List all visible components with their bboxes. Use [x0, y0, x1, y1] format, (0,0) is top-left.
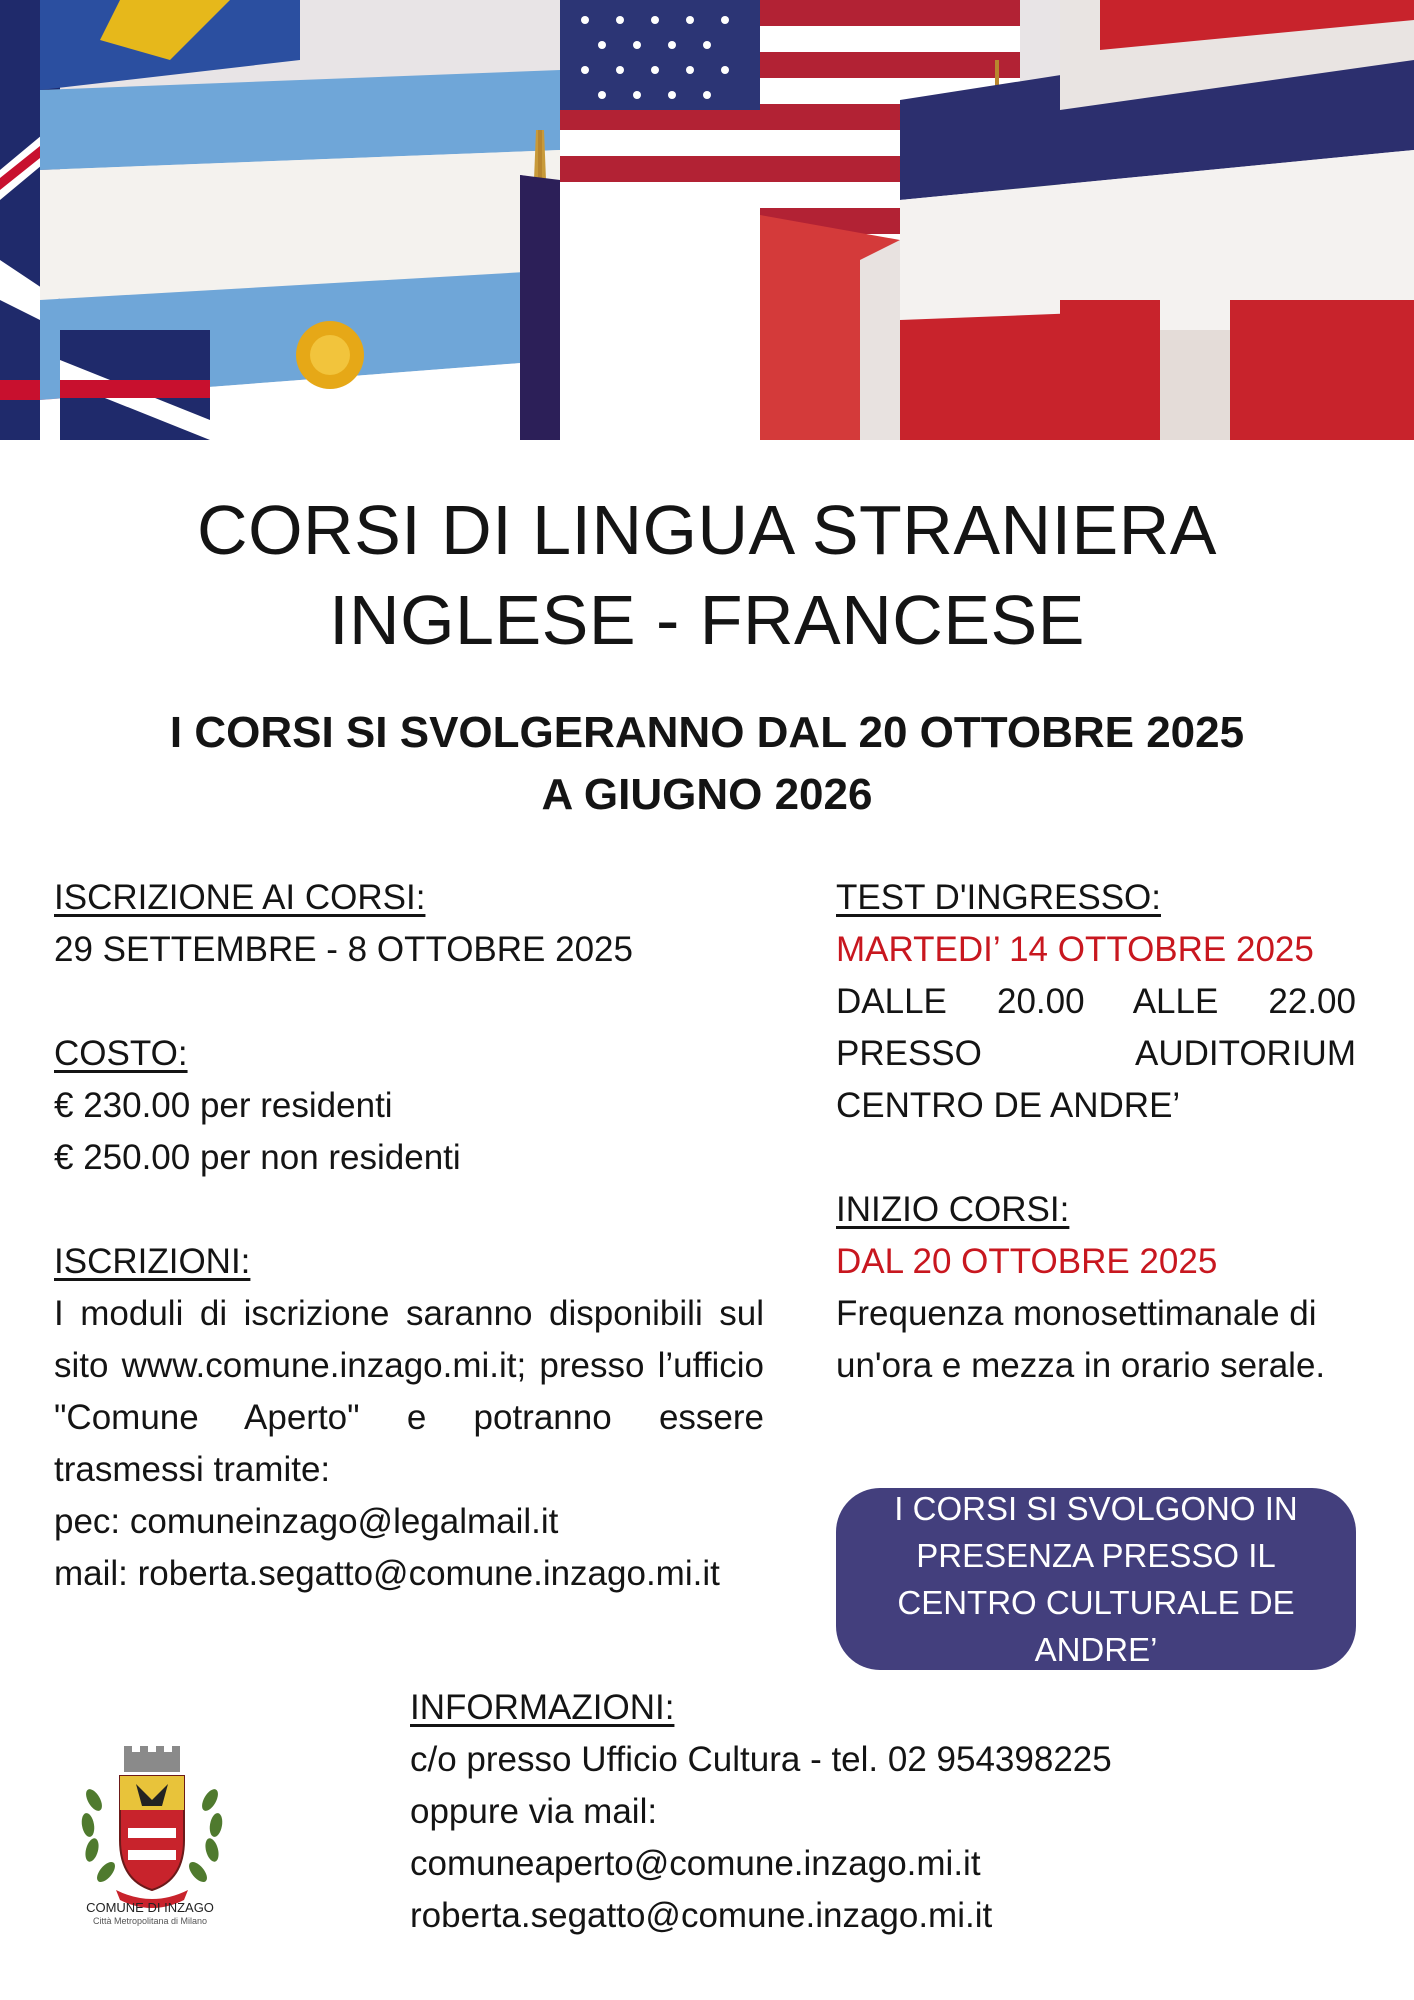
entry-test-place: PRESSO AUDITORIUM: [836, 1034, 1356, 1073]
information-section: [410, 1682, 1310, 1942]
cost-non-residents: € 250.00 per non residenti: [54, 1138, 461, 1177]
title-line-2: INGLESE - FRANCESE: [329, 581, 1085, 659]
logo-name: COMUNE DI INZAGO: [86, 1900, 214, 1915]
course-start-heading: INIZIO CORSI:: [836, 1190, 1070, 1229]
info-email-1: comuneaperto@comune.inzago.mi.it: [410, 1844, 981, 1883]
enrollment-heading: ISCRIZIONI:: [54, 1242, 251, 1281]
info-heading: INFORMAZIONI:: [410, 1688, 675, 1727]
course-start-date: DAL 20 OTTOBRE 2025: [836, 1242, 1218, 1281]
info-mail-intro: oppure via mail:: [410, 1792, 658, 1831]
entry-test-center: CENTRO DE ANDRE’: [836, 1086, 1181, 1125]
cost-residents: € 230.00 per residenti: [54, 1086, 393, 1125]
cost-heading: COSTO:: [54, 1034, 188, 1073]
enrollment-text: I moduli di iscrizione saranno disponibili sul sito www.comune.inzago.mi.it; presso l’ufficio "Comune Aperto" e potranno essere trasmessi tramite:: [54, 1294, 764, 1489]
entry-test-time: DALLE 20.00 ALLE 22.00: [836, 982, 1356, 1021]
notice-text: I CORSI SI SVOLGONO IN PRESENZA PRESSO IL CENTRO CULTURALE DE ANDRE’: [894, 1490, 1298, 1668]
coat-of-arms-icon: [72, 1740, 232, 1910]
in-person-notice: [836, 1488, 1356, 1670]
info-email-2: roberta.segatto@comune.inzago.mi.it: [410, 1896, 993, 1935]
left-column: [54, 872, 764, 1600]
right-column: [836, 872, 1356, 1392]
info-phone: c/o presso Ufficio Cultura - tel. 02 954398225: [410, 1740, 1112, 1779]
mail-address: mail: roberta.segatto@comune.inzago.mi.it: [54, 1554, 720, 1593]
course-period: [0, 702, 1414, 826]
title-line-1: CORSI DI LINGUA STRANIERA: [197, 491, 1217, 569]
registration-heading: ISCRIZIONE AI CORSI:: [54, 878, 426, 917]
entry-test-heading: TEST D'INGRESSO:: [836, 878, 1161, 917]
logo-subtitle: Città Metropolitana di Milano: [92, 1916, 208, 1926]
page-title: [0, 485, 1414, 665]
entry-test-date: MARTEDI’ 14 OTTOBRE 2025: [836, 930, 1314, 969]
pec-address: pec: comuneinzago@legalmail.it: [54, 1502, 559, 1541]
subtitle-line-2: A GIUGNO 2026: [541, 770, 873, 819]
registration-dates: 29 SETTEMBRE - 8 OTTOBRE 2025: [54, 930, 633, 969]
subtitle-line-1: I CORSI SI SVOLGERANNO DAL 20 OTTOBRE 2025: [169, 708, 1245, 757]
flags-banner-image: [0, 0, 1414, 440]
course-frequency: Frequenza monosettimanale di un'ora e mezza in orario serale.: [836, 1294, 1326, 1385]
